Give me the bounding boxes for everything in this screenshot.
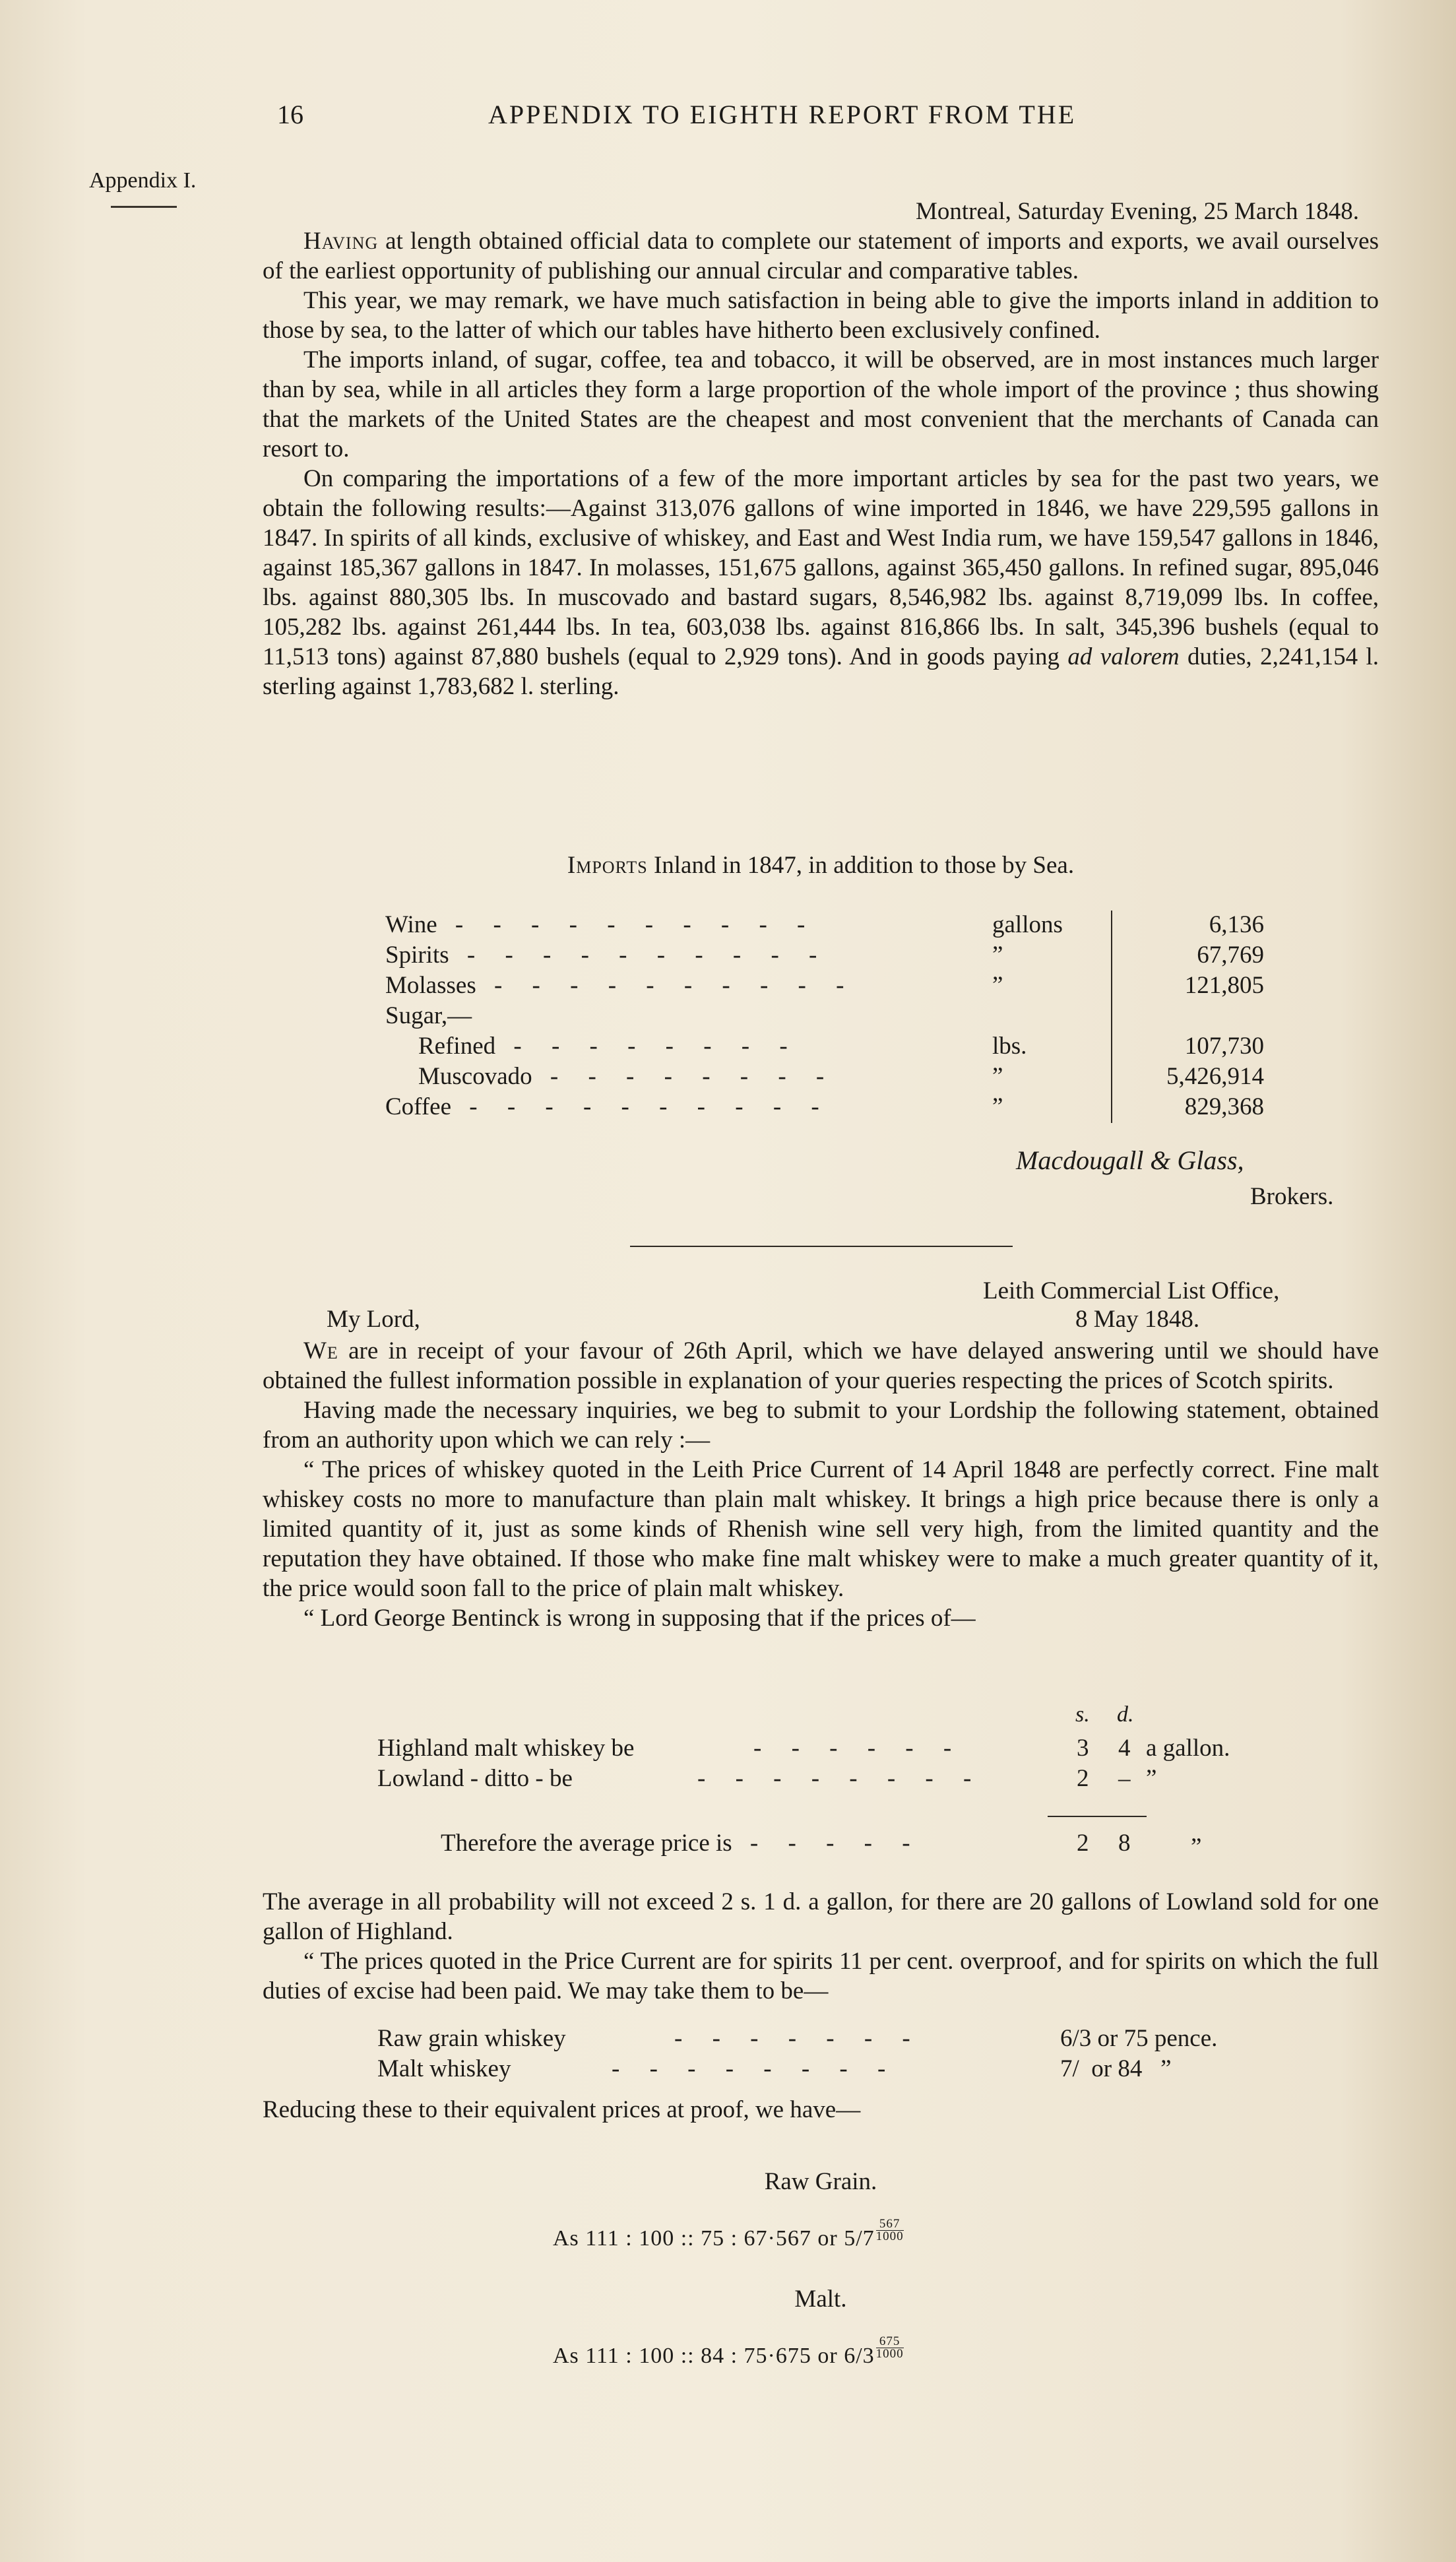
import-row — [385, 1032, 1284, 1062]
import-row — [385, 1093, 1284, 1123]
circular-paragraph-2: This year, we may remark, we have much satisfaction in being able to give the imports inland in addition to those by sea, to the latter of which our tables have hitherto been exclusively confined. — [263, 287, 1379, 344]
leader-dots: - - - - - - - - — [532, 1063, 837, 1090]
import-value: 6,136 — [1209, 911, 1264, 938]
raw-price-label: Malt whiskey — [377, 2055, 511, 2082]
price-note: a gallon. — [1146, 1735, 1230, 1762]
import-row — [385, 1002, 1284, 1032]
import-label-cell — [385, 1093, 992, 1123]
import-unit: ” — [992, 971, 1112, 1002]
letter-paragraph-6: “ The prices quoted in the Price Current are for spirits 11 per cent. overproof, and for spirits on which the full duties of excise had been paid. We may take them to be— — [263, 1948, 1379, 2004]
leader-dots: - - - - - - - - - - — [451, 1093, 831, 1120]
average-label — [441, 1829, 922, 1857]
import-label-cell — [385, 941, 992, 971]
side-label-rule — [111, 206, 177, 208]
appendix-side-label: Appendix I. — [89, 168, 197, 193]
import-label: Molasses — [385, 972, 476, 999]
letter-paragraph-2: Having made the necessary inquiries, we beg to submit to your Lordship the following statement, obtained from an authority upon which we can rely :— — [263, 1397, 1379, 1454]
section-divider — [630, 1246, 1013, 1247]
raw-price-value: 7/ or 84 ” — [1060, 2055, 1172, 2082]
fraction-num: 675 — [876, 2336, 904, 2348]
import-unit: lbs. — [992, 1032, 1112, 1062]
import-label: Sugar,— — [385, 1002, 472, 1029]
import-label-cell — [385, 1032, 992, 1062]
malt-title: Malt. — [794, 2286, 847, 2313]
import-value: 107,730 — [1184, 1033, 1264, 1060]
title-smallcaps: Imports — [567, 852, 648, 879]
leader-dots: - - - - - - - - — [612, 2055, 898, 2082]
price-label: Lowland - ditto - be — [377, 1765, 573, 1792]
import-value — [1112, 1002, 1284, 1032]
import-label: Coffee — [385, 1093, 451, 1120]
raw-price-row — [377, 2055, 1334, 2085]
import-row — [385, 1062, 1284, 1093]
letter-paragraph-4: “ Lord George Bentinck is wrong in supposing that if the prices of— — [303, 1605, 976, 1632]
imports-table-title — [263, 851, 1379, 880]
signature: Macdougall & Glass, — [1016, 1145, 1244, 1175]
fraction — [876, 2218, 904, 2243]
price-row — [377, 1734, 1334, 1764]
import-label-cell — [385, 971, 992, 1002]
import-unit: ” — [992, 1062, 1112, 1093]
paragraph-text: On comparing the importations of a few of the more important articles by sea for the past two years, we obtain the following results:—Against 313,076 gallons of wine imported in 1846, we have 229,595 gallons in 1847. In spirits of all kinds, exclusive of whiskey, and East and West India rum, we have 159,547 gallons in 1846, against 185,367 gallons in 1847. In molasses, 151,675 gallons, against 365,450 gallons. In refined sugar, 895,046 lbs. against 880,305 lbs. In muscovado and bastard sugars, 8,546,982 lbs. against 8,719,099 lbs. In coffee, 105,282 lbs. against 261,444 lbs. In tea, 603,038 lbs. against 816,866 lbs. In salt, 345,396 bushels (equal to 11,513 tons) against 87,880 bushels (equal to 2,929 tons). And in goods paying — [263, 465, 1379, 670]
letter-body-1 — [263, 1336, 1379, 1633]
average-s: 2 — [1077, 1830, 1089, 1857]
calc-text: As 111 : 100 :: 75 : 67·567 or 5/7 — [553, 2226, 875, 2251]
circular-dateline: Montreal, Saturday Evening, 25 March 1848. — [915, 198, 1359, 225]
import-row — [385, 941, 1284, 971]
import-unit: gallons — [992, 911, 1112, 941]
price-d: – — [1118, 1765, 1131, 1792]
italic-phrase: ad valorem — [1067, 643, 1180, 670]
price-note: ” — [1146, 1765, 1157, 1792]
drop-word: We — [303, 1337, 338, 1364]
leader-dots: - - - - - - - - - - — [476, 972, 856, 999]
raw-price-row — [377, 2024, 1334, 2055]
imports-table — [385, 911, 1284, 1123]
letter-paragraph-1 — [263, 1336, 1379, 1395]
raw-grain-title: Raw Grain. — [764, 2168, 877, 2195]
raw-price-value: 6/3 or 75 pence. — [1060, 2025, 1218, 2052]
import-label-cell — [385, 1062, 992, 1093]
price-d: 4 — [1118, 1735, 1131, 1762]
montreal-circular — [263, 197, 1379, 701]
letter-date: 8 May 1848. — [1075, 1306, 1200, 1333]
letter-office: Leith Commercial List Office, — [983, 1277, 1280, 1304]
letter-paragraph-3: “ The prices of whiskey quoted in the Leith Price Current of 14 April 1848 are perfectly correct. Fine malt whiskey costs no more to manufacture than plain malt whiskey. It brings a high price because there is only a limited quantity of it, just as some kinds of Rhenish wine sell very high, from the limited quantity and the reputation they have obtained. If those who make fine malt whiskey were to make a much greater quantity of it, the price would soon fall to the price of plain malt whiskey. — [263, 1456, 1379, 1602]
col-head-s: s. — [1075, 1702, 1090, 1727]
circular-paragraph-1 — [263, 226, 1379, 286]
leader-dots: - - - - - - - - — [697, 1765, 984, 1792]
import-value: 5,426,914 — [1166, 1063, 1264, 1090]
import-row — [385, 911, 1284, 941]
letter-paragraph-5: The average in all probability will not exceed 2 s. 1 d. a gallon, for there are 20 gallons of Lowland sold for one gallon of Highland. — [263, 1888, 1379, 1945]
import-value: 67,769 — [1197, 942, 1264, 969]
leader-dots: - - - - - - - - — [495, 1033, 800, 1060]
import-row — [385, 971, 1284, 1002]
paragraph-text: at length obtained official data to complete our statement of imports and exports, we avail ourselves of the earliest opportunity of publishing our annual circular and comparative tables. — [263, 228, 1379, 284]
import-label: Refined — [418, 1033, 496, 1060]
paragraph-text: are in receipt of your favour of 26th April, which we have delayed answering until we should have obtained the fullest information possible in explanation of your queries respecting the prices of Scotch spirits. — [263, 1337, 1379, 1394]
leader-dots: - - - - - - — [753, 1735, 964, 1762]
average-note: ” — [1191, 1834, 1202, 1861]
leader-dots: - - - - - - - - - - — [437, 911, 817, 938]
import-label: Muscovado — [418, 1063, 532, 1090]
average-d: 8 — [1118, 1830, 1131, 1857]
title-text: Inland in 1847, in addition to those by Sea. — [647, 852, 1075, 879]
import-value: 121,805 — [1184, 972, 1264, 999]
price-label: Highland malt whiskey be — [377, 1735, 635, 1762]
import-value: 829,368 — [1184, 1093, 1264, 1120]
raw-price-label: Raw grain whiskey — [377, 2025, 566, 2052]
price-s: 3 — [1077, 1735, 1089, 1762]
leader-dots: - - - - - - - - - - — [449, 942, 829, 969]
fraction-num: 567 — [876, 2218, 904, 2231]
raw-grain-calculation — [553, 2218, 904, 2251]
page-number: 16 — [277, 100, 303, 129]
col-head-d: d. — [1117, 1702, 1134, 1727]
raw-price-rows — [377, 2024, 1334, 2085]
circular-paragraph-4 — [263, 464, 1379, 701]
fraction-den: 1000 — [875, 2229, 904, 2243]
fraction-den: 1000 — [875, 2347, 904, 2361]
price-row — [377, 1764, 1334, 1795]
circular-paragraph-3: The imports inland, of sugar, coffee, tea and tobacco, it will be observed, are in most instances much larger than by sea, while in all articles they form a large proportion of the whole import of the province ; thus showing that the markets of the United States are the cheapest and most convenient that the merchants of Canada can resort to. — [263, 346, 1379, 463]
calc-text: As 111 : 100 :: 84 : 75·675 or 6/3 — [553, 2344, 875, 2368]
signature-role: Brokers. — [1250, 1183, 1334, 1210]
average-text: Therefore the average price is — [441, 1830, 732, 1857]
paragraph-text: duties, 2,241,154 l. sterling against 1,783,682 l. sterling. — [263, 643, 1379, 700]
running-header: APPENDIX TO EIGHTH REPORT FROM THE — [488, 100, 1077, 129]
price-rows — [377, 1734, 1334, 1795]
leader-dots: - - - - - - - — [674, 2025, 922, 2052]
malt-calculation — [553, 2336, 904, 2369]
fraction — [876, 2336, 904, 2360]
import-label: Wine — [385, 911, 437, 938]
import-label-cell — [385, 1002, 992, 1032]
import-label-cell — [385, 911, 992, 941]
sum-rule — [1048, 1816, 1147, 1817]
letter-paragraph-7: Reducing these to their equivalent prices at proof, we have— — [263, 2096, 861, 2123]
price-s: 2 — [1077, 1765, 1089, 1792]
drop-word: Having — [303, 228, 379, 255]
letter-salutation: My Lord, — [327, 1306, 420, 1333]
import-label: Spirits — [385, 942, 449, 969]
import-unit — [992, 1002, 1112, 1032]
leader-dots: - - - - - — [732, 1830, 922, 1857]
letter-body-2 — [263, 1887, 1379, 2006]
import-unit: ” — [992, 941, 1112, 971]
import-unit: ” — [992, 1093, 1112, 1123]
